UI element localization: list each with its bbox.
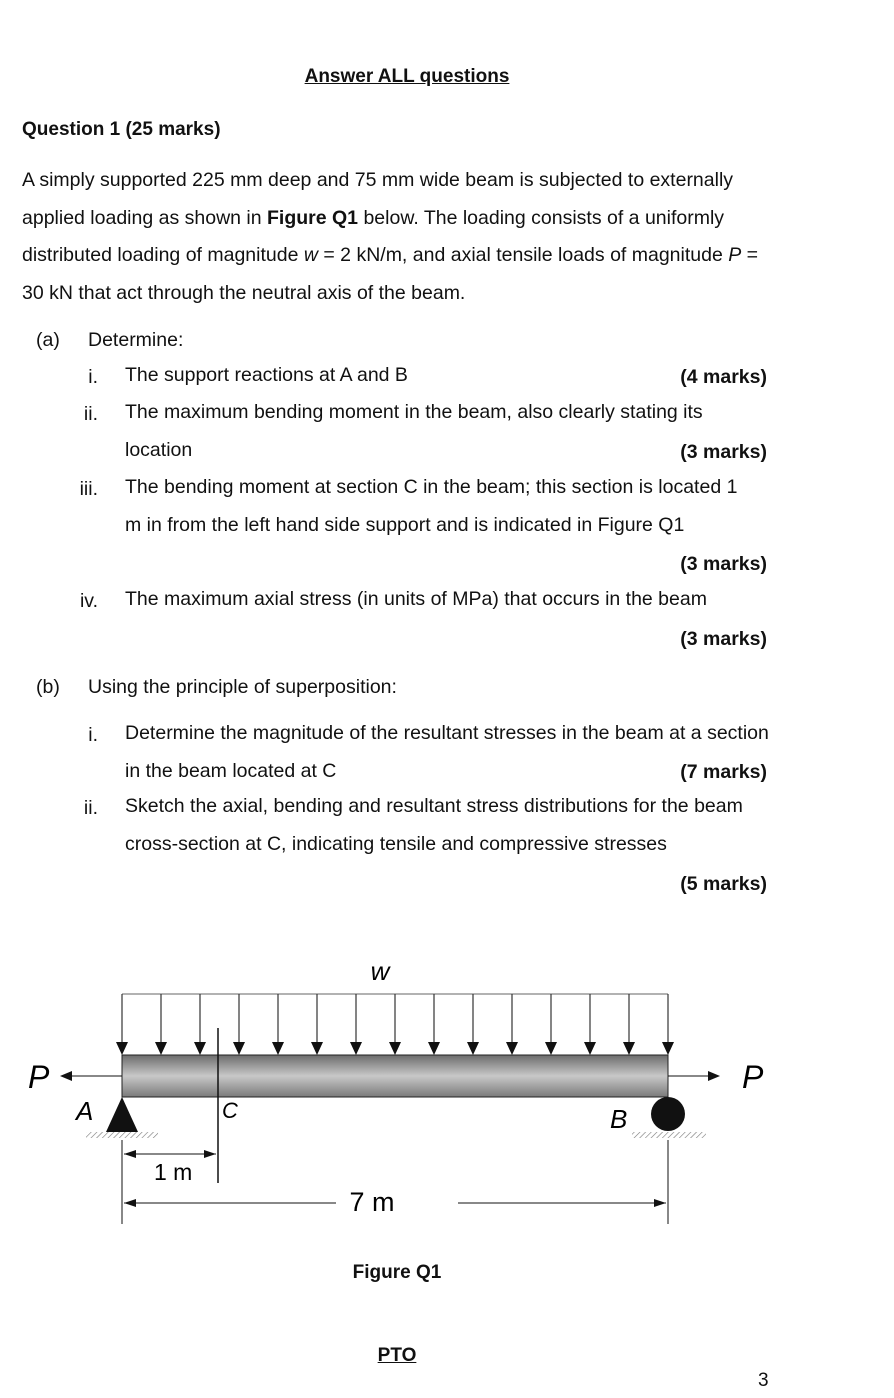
- part-a-item-3-num: iii.: [79, 478, 98, 500]
- part-b-item-2-marks: (5 marks): [680, 873, 767, 895]
- intro-figure-ref: Figure Q1: [267, 206, 359, 229]
- page-number: 3: [758, 1370, 769, 1391]
- part-a-item-1-text: The support reactions at A and B: [125, 364, 408, 386]
- support-a-pin: [106, 1097, 138, 1132]
- intro-text-2: below. The loading consists of a uniformly distributed loading of magnitude: [22, 206, 725, 266]
- udl-arrowhead: [428, 1042, 440, 1055]
- part-b-heading: Using the principle of superposition:: [88, 676, 397, 698]
- part-a-label: (a): [36, 329, 60, 351]
- beam-diagram: [0, 940, 894, 1250]
- beam: [122, 1055, 668, 1097]
- udl-arrowhead: [350, 1042, 362, 1055]
- figure-caption: Figure Q1: [352, 1262, 442, 1283]
- udl-arrowhead: [506, 1042, 518, 1055]
- part-b-item-1-text: Determine the magnitude of the resultant stresses in the beam at a section in the beam located at C: [125, 722, 769, 782]
- part-b-label: (b): [36, 676, 60, 698]
- udl-arrowhead: [389, 1042, 401, 1055]
- part-a-item-2-num: ii.: [83, 403, 98, 425]
- question-title: Question 1 (25 marks): [22, 119, 221, 140]
- intro-text-1: A simply supported 225 mm deep and 75 mm wide beam is subjected to externally applied loading as shown in: [22, 169, 734, 229]
- udl-arrowhead: [623, 1042, 635, 1055]
- udl-arrowhead: [311, 1042, 323, 1055]
- p-right-label: P: [742, 1059, 764, 1095]
- part-b-item-2-num: ii.: [83, 797, 98, 819]
- part-a-item-4-text: The maximum axial stress (in units of MPa) that occurs in the beam: [125, 588, 707, 610]
- p-right-arrowhead: [708, 1071, 720, 1081]
- part-b-item-2-text: Sketch the axial, bending and resultant stress distributions for the beam cross-section at C, indicating tensile and compressive stresses: [125, 795, 743, 855]
- udl-arrowhead: [467, 1042, 479, 1055]
- question-intro: [22, 162, 782, 312]
- dim-1m-label: 1 m: [154, 1159, 193, 1185]
- support-b-label: B: [610, 1104, 628, 1134]
- section-c-label: C: [222, 1098, 238, 1123]
- part-a-heading: Determine:: [88, 329, 184, 351]
- support-a-ground: [86, 1132, 158, 1138]
- part-a-item-2-text: The maximum bending moment in the beam, also clearly stating its location: [125, 401, 703, 461]
- intro-p-symbol: P: [728, 244, 742, 266]
- part-a-item-2-marks: (3 marks): [680, 441, 767, 463]
- udl-arrowhead: [662, 1042, 674, 1055]
- udl-arrowhead: [233, 1042, 245, 1055]
- intro-text-4: = 30 kN that act through the neutral axis of the beam.: [22, 244, 759, 304]
- dim-7m-label: 7 m: [349, 1187, 395, 1217]
- udl-arrowhead: [584, 1042, 596, 1055]
- dim-1m-arrow-left: [124, 1150, 136, 1158]
- support-b-roller: [651, 1097, 685, 1131]
- p-left-label: P: [28, 1059, 50, 1095]
- pto-label: PTO: [377, 1345, 417, 1366]
- udl-arrowhead: [194, 1042, 206, 1055]
- udl-arrows: [116, 994, 674, 1055]
- udl-arrowhead: [116, 1042, 128, 1055]
- support-b-ground: [632, 1132, 706, 1138]
- intro-w-symbol: w: [303, 244, 318, 266]
- dim-1m-arrow-right: [204, 1150, 216, 1158]
- part-a-item-3-marks: (3 marks): [680, 553, 767, 575]
- support-a-label: A: [76, 1096, 94, 1126]
- p-left-arrowhead: [60, 1071, 72, 1081]
- part-a-item-3-text: The bending moment at section C in the beam; this section is located 1 m in from the left hand side support and is indicated in Figure Q1: [125, 476, 738, 536]
- part-b-item-1-marks: (7 marks): [680, 761, 767, 783]
- dim-7m-arrow-left: [124, 1199, 136, 1207]
- udl-arrowhead: [155, 1042, 167, 1055]
- udl-arrowhead: [545, 1042, 557, 1055]
- page-header: Answer ALL questions: [304, 66, 510, 87]
- part-b-item-1-num: i.: [88, 724, 98, 746]
- load-label-w: w: [370, 956, 390, 986]
- intro-text-3: = 2 kN/m, and axial tensile loads of magnitude: [317, 244, 729, 266]
- part-a-item-1-num: i.: [88, 366, 98, 388]
- part-a-item-1-marks: (4 marks): [680, 366, 767, 388]
- part-a-item-4-marks: (3 marks): [680, 628, 767, 650]
- part-a-item-4-num: iv.: [79, 590, 98, 612]
- dim-7m-arrow-right: [654, 1199, 666, 1207]
- udl-arrowhead: [272, 1042, 284, 1055]
